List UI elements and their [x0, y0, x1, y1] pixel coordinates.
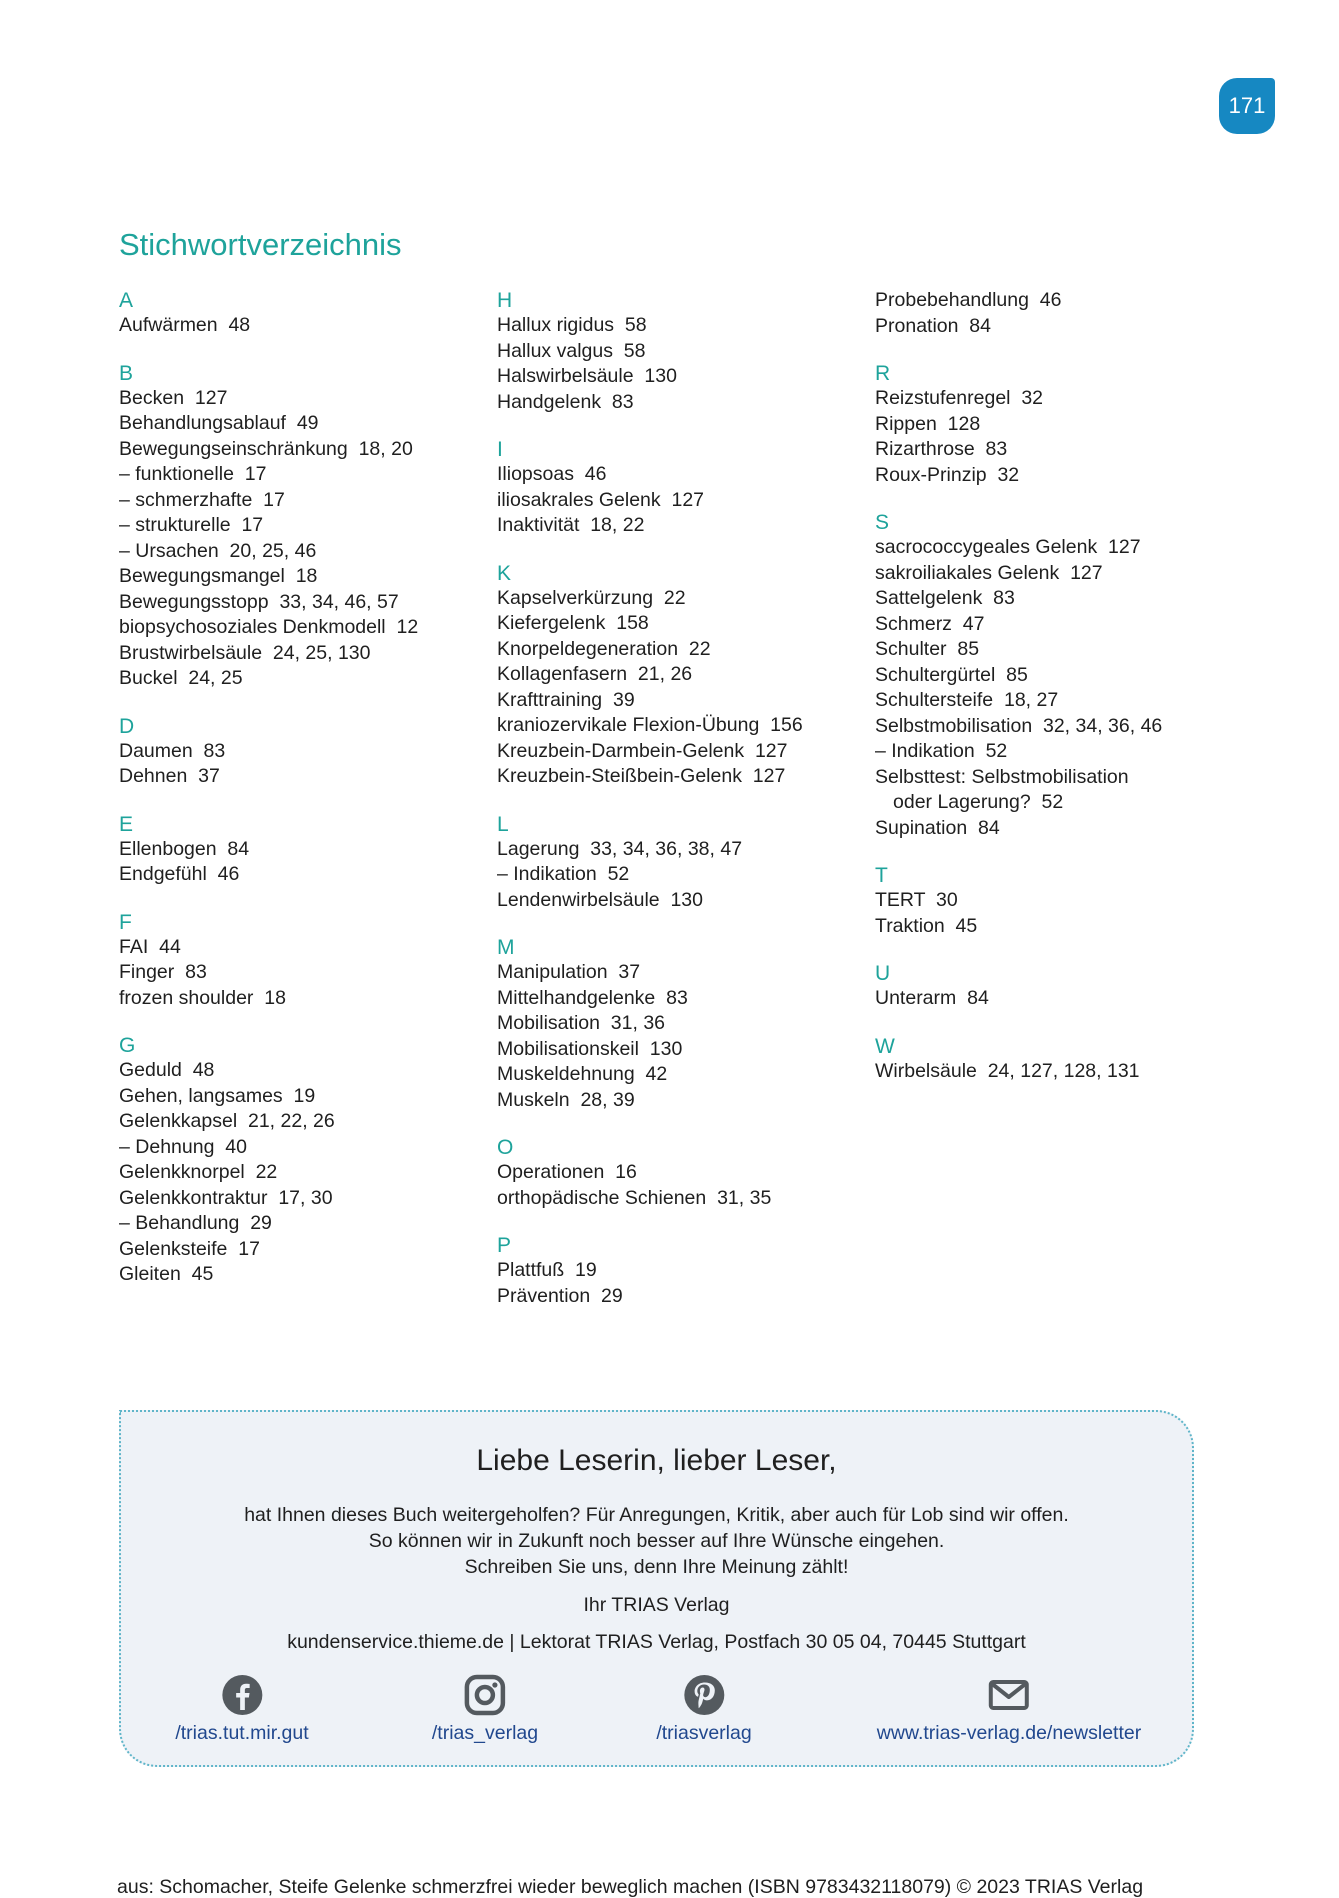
index-entry: Kapselverkürzung 22: [497, 586, 686, 609]
index-column-3: [875, 288, 1245, 1106]
index-group: [497, 288, 867, 415]
pinterest-handle[interactable]: /triasverlag: [656, 1722, 752, 1744]
mail-icon: [988, 1674, 1030, 1716]
index-group: [497, 935, 867, 1113]
index-entry: sacrococcygeales Gelenk 127: [875, 536, 1141, 558]
index-column-2: [497, 288, 867, 1331]
instagram-icon: [464, 1674, 506, 1716]
newsletter-link[interactable]: www.trias-verlag.de/newsletter: [876, 1722, 1142, 1744]
index-entry: Sattelgelenk 83: [875, 587, 1015, 609]
index-group: [119, 910, 489, 1012]
index-letter: B: [119, 361, 134, 385]
page-number-badge: 171: [1219, 78, 1275, 134]
index-entry: Reizstufenregel 32: [875, 387, 1044, 409]
index-letter: E: [119, 812, 134, 836]
index-entry: – Ursachen 20, 25, 46: [119, 539, 317, 562]
index-entry: – strukturelle 17: [119, 514, 264, 536]
index-entry: Schmerz 47: [875, 612, 985, 635]
index-letter: H: [497, 289, 513, 312]
index-letter: L: [497, 812, 509, 836]
index-entry: Kreuzbein-Darmbein-Gelenk 127: [497, 739, 788, 762]
index-group: [497, 812, 867, 914]
index-entry: frozen shoulder 18: [119, 986, 286, 1009]
index-entry: Gelenkkontraktur 17, 30: [119, 1186, 333, 1209]
index-entry: Roux-Prinzip 32: [875, 463, 1020, 486]
index-entry: Hallux rigidus 58: [497, 314, 647, 336]
social-facebook[interactable]: [175, 1674, 308, 1745]
index-entry: – funktionelle 17: [119, 463, 267, 485]
index-entry: Mittelhandgelenke 83: [497, 986, 688, 1009]
index-entry: Daumen 83: [119, 739, 226, 762]
index-entry: Muskeln 28, 39: [497, 1088, 635, 1111]
index-letter: O: [497, 1136, 514, 1159]
index-entry: biopsychosoziales Denkmodell 12: [119, 616, 419, 638]
index-letter: M: [497, 936, 515, 959]
index-letter: D: [119, 714, 135, 738]
index-entry: Plattfuß 19: [497, 1259, 597, 1281]
index-entry: Rippen 128: [875, 412, 981, 435]
index-group: [875, 361, 1245, 488]
index-entry: TERT 30: [875, 889, 958, 911]
index-title: Stichwortverzeichnis: [119, 227, 402, 262]
index-entry: Gehen, langsames 19: [119, 1084, 316, 1107]
social-newsletter[interactable]: [877, 1674, 1141, 1745]
index-entry: Knorpeldegeneration 22: [497, 637, 711, 660]
index-group: [497, 1233, 867, 1309]
index-entry: Bewegungseinschränkung 18, 20: [119, 437, 413, 460]
feedback-line: hat Ihnen dieses Buch weitergeholfen? Für Anregungen, Kritik, aber auch für Lob sind wir offen.: [244, 1504, 1069, 1526]
index-entry: Gleiten 45: [119, 1263, 214, 1285]
index-entry: Schultersteife 18, 27: [875, 689, 1059, 711]
feedback-line: So können wir in Zukunft noch besser auf Ihre Wünsche eingehen.: [368, 1530, 945, 1552]
index-entry: Muskeldehnung 42: [497, 1063, 668, 1085]
index-group: [497, 1135, 867, 1211]
index-entry: – Indikation 52: [875, 740, 1008, 762]
index-entry: Pronation 84: [875, 314, 992, 337]
index-group: [119, 1033, 489, 1288]
index-entry: Kiefergelenk 158: [497, 612, 649, 634]
index-group: [119, 812, 489, 888]
index-entry: – Dehnung 40: [119, 1135, 247, 1158]
index-letter: F: [119, 910, 132, 934]
index-letter: S: [875, 511, 890, 534]
index-entry: iliosakrales Gelenk 127: [497, 488, 705, 511]
index-entry: orthopädische Schienen 31, 35: [497, 1186, 772, 1209]
index-entry: Aufwärmen 48: [119, 314, 251, 336]
index-entry: Becken 127: [119, 386, 228, 409]
index-entry: oder Lagerung? 52: [893, 791, 1064, 813]
index-entry: Wirbelsäule 24, 127, 128, 131: [875, 1059, 1140, 1082]
index-entry: Inaktivität 18, 22: [497, 514, 645, 536]
facebook-handle[interactable]: /trias.tut.mir.gut: [175, 1722, 309, 1744]
index-entry: Ellenbogen 84: [119, 837, 250, 860]
facebook-icon: [221, 1674, 263, 1716]
feedback-contact: kundenservice.thieme.de | Lektorat TRIAS Verlag, Postfach 30 05 04, 70445 Stuttgart: [287, 1631, 1026, 1653]
index-letter: T: [875, 864, 888, 887]
index-entry: Lagerung 33, 34, 36, 38, 47: [497, 837, 743, 860]
index-entry: Bewegungsmangel 18: [119, 565, 318, 587]
feedback-signature: Ihr TRIAS Verlag: [583, 1594, 730, 1616]
index-entry: Behandlungsablauf 49: [119, 412, 319, 434]
index-entry: Selbsttest: Selbstmobilisation: [875, 765, 1129, 788]
index-letter: P: [497, 1234, 512, 1257]
index-group: [119, 361, 489, 692]
source-footer: aus: Schomacher, Steife Gelenke schmerzfrei wieder beweglich machen (ISBN 9783432118079) © 2023 TRIAS Verlag: [117, 1876, 1144, 1898]
index-entry: Gelenkknorpel 22: [119, 1161, 278, 1183]
social-pinterest[interactable]: [656, 1674, 751, 1745]
index-entry: Handgelenk 83: [497, 390, 634, 413]
index-entry: Hallux valgus 58: [497, 339, 646, 362]
social-links: [121, 1674, 1192, 1754]
index-entry: – Behandlung 29: [119, 1212, 272, 1234]
index-entry: Finger 83: [119, 961, 207, 983]
index-entry: Selbstmobilisation 32, 34, 36, 46: [875, 714, 1163, 737]
index-letter: K: [497, 561, 512, 585]
reader-feedback-box: [119, 1410, 1194, 1767]
index-group: [875, 863, 1245, 939]
index-entry: Schultergürtel 85: [875, 663, 1028, 686]
index-entry: Dehnen 37: [119, 765, 220, 787]
index-letter: U: [875, 962, 891, 985]
index-entry: Rizarthrose 83: [875, 438, 1008, 460]
index-letter: A: [119, 289, 134, 312]
index-entry: Kreuzbein-Steißbein-Gelenk 127: [497, 765, 786, 787]
index-group: [119, 288, 489, 339]
index-entry: Lendenwirbelsäule 130: [497, 888, 703, 911]
pinterest-icon: [683, 1674, 725, 1716]
index-entry: Operationen 16: [497, 1161, 637, 1183]
index-entry: Iliopsoas 46: [497, 463, 607, 485]
index-group: [875, 1034, 1245, 1085]
index-entry: Traktion 45: [875, 914, 978, 937]
index-letter: G: [119, 1034, 136, 1057]
index-group: [875, 961, 1245, 1012]
feedback-heading: Liebe Leserin, lieber Leser,: [476, 1444, 837, 1477]
index-entry: Unterarm 84: [875, 987, 989, 1009]
index-entry: Prävention 29: [497, 1284, 623, 1307]
index-group: [875, 510, 1245, 841]
index-entry: – schmerzhafte 17: [119, 488, 285, 511]
feedback-text: [121, 1502, 1192, 1580]
index-group: [875, 288, 1245, 339]
index-entry: Manipulation 37: [497, 961, 641, 983]
index-entry: – Indikation 52: [497, 863, 630, 885]
index-entry: Bewegungsstopp 33, 34, 46, 57: [119, 590, 399, 613]
index-group: [497, 561, 867, 790]
index-entry: kraniozervikale Flexion-Übung 156: [497, 714, 803, 736]
index-letter: R: [875, 362, 891, 385]
index-entry: sakroiliakales Gelenk 127: [875, 561, 1103, 584]
instagram-handle[interactable]: /trias_verlag: [431, 1722, 539, 1744]
index-entry: Mobilisation 31, 36: [497, 1012, 666, 1034]
index-entry: Brustwirbelsäule 24, 25, 130: [119, 641, 371, 664]
index-entry: Mobilisationskeil 130: [497, 1037, 683, 1060]
index-entry: Schulter 85: [875, 638, 980, 660]
index-letter: W: [875, 1034, 895, 1058]
index-entry: FAI 44: [119, 935, 181, 958]
index-entry: Buckel 24, 25: [119, 667, 243, 689]
index-entry: Kollagenfasern 21, 26: [497, 663, 693, 685]
index-entry: Gelenkkapsel 21, 22, 26: [119, 1110, 335, 1132]
index-column-1: [119, 288, 489, 1310]
index-group: [119, 714, 489, 790]
index-group: [497, 437, 867, 539]
social-instagram[interactable]: [432, 1674, 538, 1745]
index-entry: Endgefühl 46: [119, 863, 240, 885]
index-letter: I: [497, 438, 503, 461]
index-entry: Geduld 48: [119, 1059, 215, 1081]
index-entry: Gelenksteife 17: [119, 1237, 260, 1260]
index-entry: Krafttraining 39: [497, 688, 635, 711]
feedback-line: Schreiben Sie uns, denn Ihre Meinung zählt!: [464, 1556, 849, 1578]
index-entry: Probebehandlung 46: [875, 289, 1062, 311]
index-entry: Halswirbelsäule 130: [497, 365, 677, 387]
index-entry: Supination 84: [875, 816, 1000, 839]
